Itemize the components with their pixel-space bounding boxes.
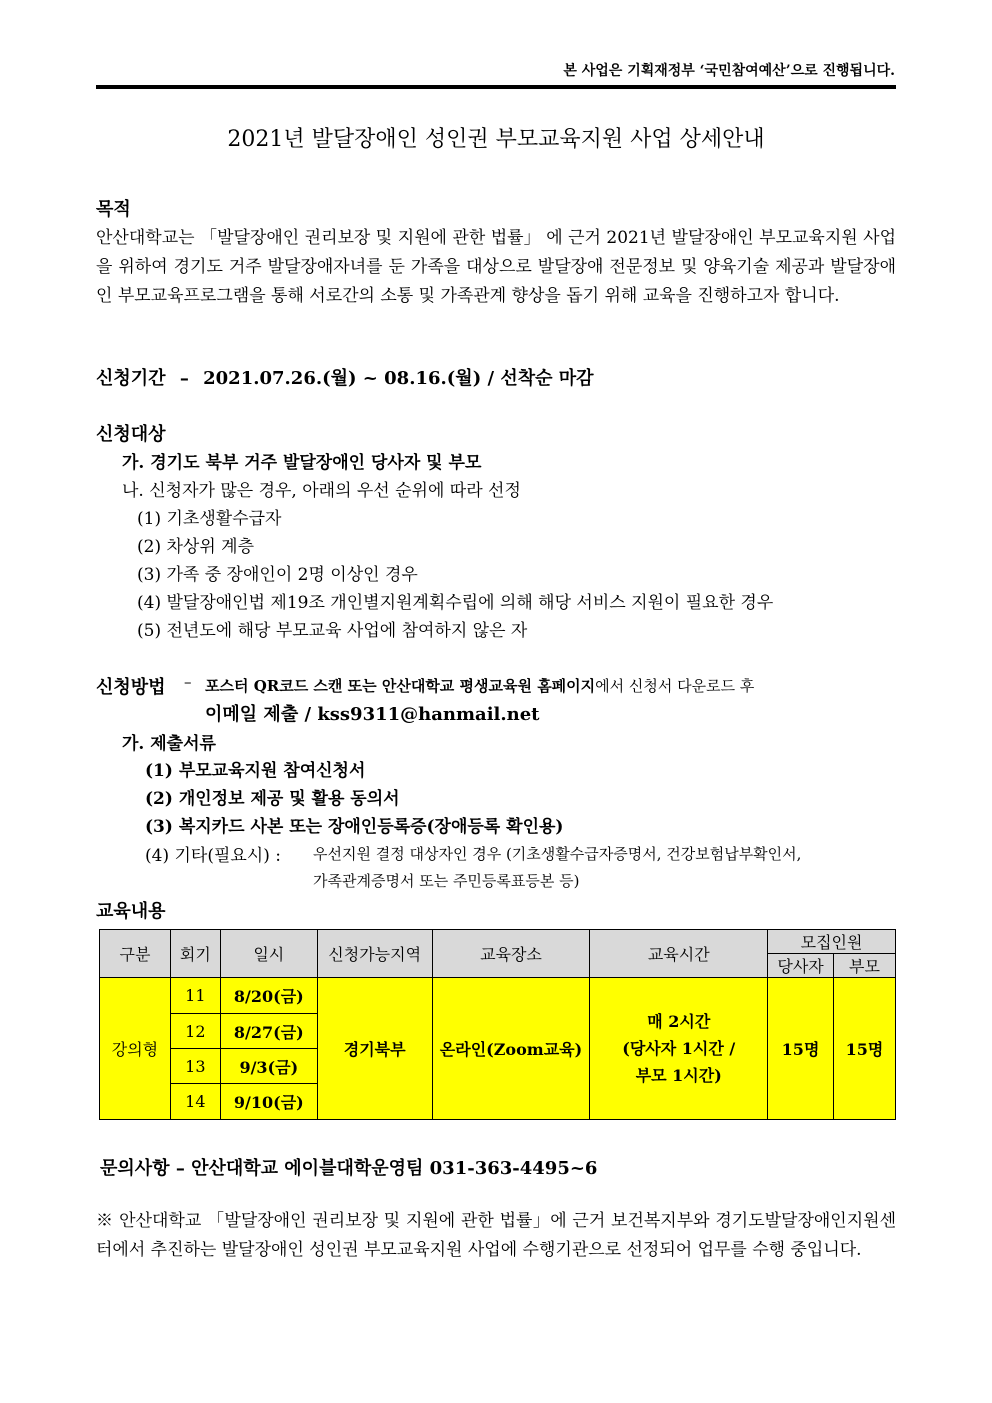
cell-parent-count: 15명	[834, 978, 896, 1120]
header-session: 회기	[170, 930, 220, 978]
doc-item-4-text-cont: 가족관계증명서 또는 주민등록표등본 등)	[313, 872, 580, 890]
footnote: ※ 안산대학교 「발달장애인 권리보장 및 지원에 관한 법률」에 근거 보건복지부와 경기도발달장애인지원센터에서 추진하는 발달장애인 성인권 부모교육지원 사업에 수행기관으로 선정되어 업무를 수행 중입니다.	[96, 1211, 896, 1260]
method-line1-b: 안산대학교 평생교육원 홈페이지	[381, 677, 596, 695]
header-time: 교육시간	[590, 930, 768, 978]
purpose-heading: 목적	[96, 199, 131, 220]
contact-line: 문의사항 – 안산대학교 에이블대학운영팀 031-363-4495~6	[100, 1158, 598, 1179]
target-b: 나. 신청자가 많은 경우, 아래의 우선 순위에 따라 선정	[122, 481, 521, 501]
doc-item: (3) 복지카드 사본 또는 장애인등록증(장애등록 확인용)	[145, 817, 564, 837]
period-heading: 신청기간	[96, 368, 166, 389]
header-date: 일시	[220, 930, 317, 978]
cell-date: 9/10(금)	[220, 1084, 317, 1120]
cell-date: 8/20(금)	[220, 978, 317, 1014]
cell-session: 12	[170, 1014, 220, 1049]
header-type: 구분	[100, 930, 171, 978]
edu-heading: 교육내용	[96, 901, 166, 922]
budget-notice: 본 사업은 기획재정부 ‘국민참여예산’으로 진행됩니다.	[563, 63, 895, 79]
cell-date: 8/27(금)	[220, 1014, 317, 1049]
priority-item: (4) 발달장애인법 제19조 개인별지원계획수립에 의해 해당 서비스 지원이 필요한 경우	[137, 593, 774, 613]
header-parent: 부모	[834, 954, 896, 978]
priority-item: (3) 가족 중 장애인이 2명 이상인 경우	[137, 565, 418, 585]
method-line1-c: 에서 신청서 다운로드 후	[595, 677, 755, 695]
cell-self-count: 15명	[768, 978, 834, 1120]
header-recruit: 모집인원	[768, 930, 896, 954]
docs-heading: 가. 제출서류	[122, 734, 216, 754]
cell-time-l2: (당사자 1시간 /	[622, 1039, 736, 1058]
header-rule	[96, 85, 896, 89]
cell-time-l3: 부모 1시간)	[635, 1066, 722, 1085]
purpose-body: 안산대학교는 「발달장애인 권리보장 및 지원에 관한 법률」 에 근거 2021년 발달장애인 부모교육지원 사업을 위하여 경기도 거주 발달장애자녀를 둔 가족을 대상으로 발달장애 전문정보 및 양육기술 제공과 발달장애인 부모교육프로그램을 통해 서로간의 소통 및 가족관계 향상을 돕기 위해 교육을 진행하고자 합니다.	[96, 228, 896, 306]
table-row	[100, 978, 896, 1014]
method-line1	[205, 675, 754, 696]
period-value: 2021.07.26.(월) ~ 08.16.(월) / 선착순 마감	[203, 368, 594, 389]
method-dash: –	[184, 673, 192, 691]
doc-item-4-text: 우선지원 결정 대상자인 경우 (기초생활수급자증명서, 건강보험납부확인서,	[313, 845, 802, 863]
cell-place: 온라인(Zoom교육)	[432, 978, 590, 1120]
cell-region: 경기북부	[317, 978, 432, 1120]
header-place: 교육장소	[432, 930, 590, 978]
method-line2: 이메일 제출 / kss9311@hanmail.net	[205, 704, 540, 725]
cell-type: 강의형	[100, 978, 171, 1120]
priority-item: (2) 차상위 계층	[137, 537, 254, 557]
period-dash: –	[179, 368, 189, 389]
cell-date: 9/3(금)	[220, 1049, 317, 1084]
header-self: 당사자	[768, 954, 834, 978]
cell-session: 11	[170, 978, 220, 1014]
target-heading: 신청대상	[96, 424, 166, 445]
priority-item: (5) 전년도에 해당 부모교육 사업에 참여하지 않은 자	[137, 621, 528, 641]
target-a: 가. 경기도 북부 거주 발달장애인 당사자 및 부모	[122, 453, 482, 473]
header-region: 신청가능지역	[317, 930, 432, 978]
method-line1-a: 포스터 QR코드 스캔 또는	[205, 677, 382, 695]
cell-time	[590, 978, 768, 1120]
doc-item: (2) 개인정보 제공 및 활용 동의서	[145, 789, 400, 809]
schedule-table	[99, 929, 896, 1120]
cell-session: 13	[170, 1049, 220, 1084]
method-heading: 신청방법	[96, 677, 166, 698]
document-title: 2021년 발달장애인 성인권 부모교육지원 사업 상세안내	[227, 127, 765, 152]
cell-session: 14	[170, 1084, 220, 1120]
priority-item: (1) 기초생활수급자	[137, 509, 282, 529]
period-line	[96, 364, 594, 390]
cell-time-l1: 매 2시간	[647, 1012, 711, 1031]
doc-item-4-label: (4) 기타(필요시) :	[145, 846, 281, 866]
doc-item: (1) 부모교육지원 참여신청서	[145, 761, 366, 781]
